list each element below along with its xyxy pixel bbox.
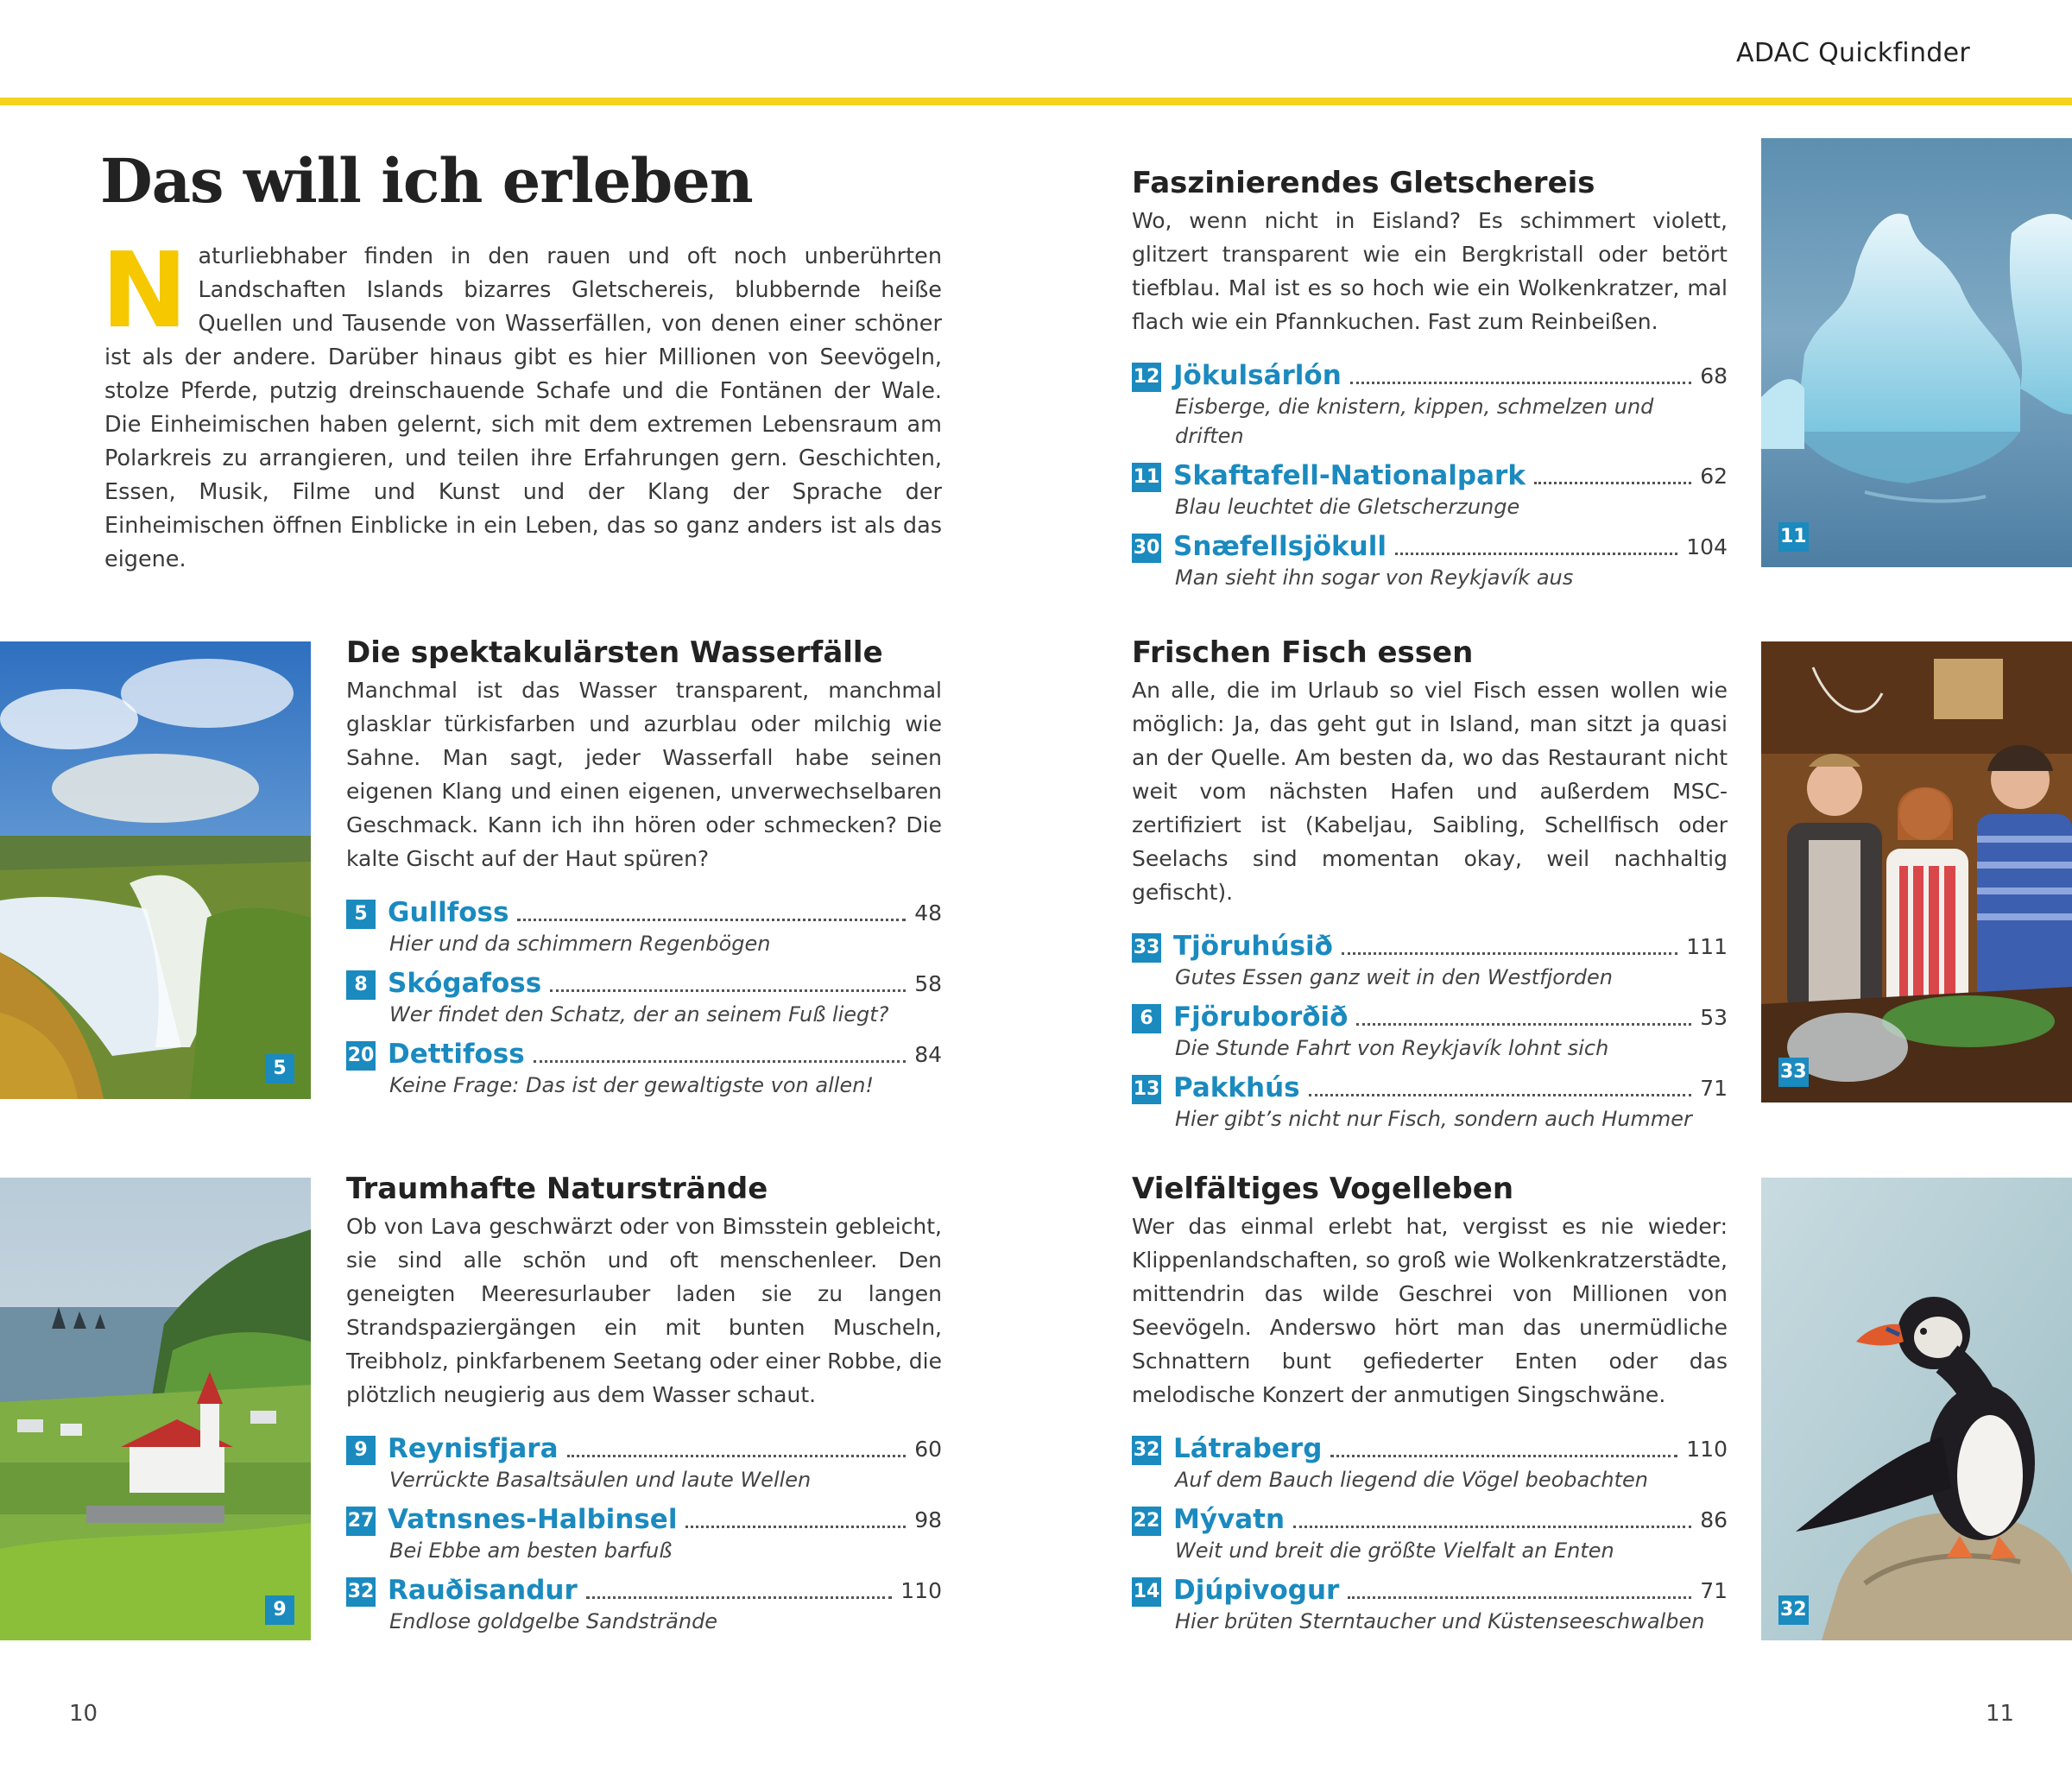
photo-badge: 5 (265, 1054, 294, 1084)
entry-desc: Hier gibt’s nicht nur Fisch, sondern auch Hummer (1175, 1107, 1692, 1131)
entry-desc: Weit und breit die größte Vielfalt an Enten (1175, 1538, 1614, 1563)
entry-link[interactable]: Vatnsnes-Halbinsel (388, 1504, 678, 1535)
section-straende (346, 1170, 942, 1643)
list-item[interactable] (346, 1572, 942, 1636)
entry-link[interactable]: Skógafoss (388, 968, 542, 999)
leader-dots (534, 1060, 906, 1063)
leader-dots (1348, 1596, 1691, 1599)
waterfall-photo (0, 641, 311, 1099)
leader-dots (685, 1526, 906, 1528)
entry-number: 9 (346, 1436, 376, 1465)
intro-paragraph (101, 231, 942, 577)
entry-number: 30 (1132, 534, 1161, 563)
entry-link[interactable]: Tjöruhúsið (1173, 931, 1333, 962)
entry-page: 110 (900, 1578, 942, 1603)
entry-link[interactable]: Fjöruborðið (1173, 1001, 1349, 1033)
entry-number: 8 (346, 970, 376, 1000)
intro-text: aturliebhaber finden in den rauen und oft noch unberührten Landschaften Islands bizarres Gletschereis, blubbernde heiße Quellen und Tausende von Wasserfällen, von denen einer schöner ist als der andere. Darüber hinaus gibt es hier Millionen von Seevögeln, stolze Pferde, putzig dreinschauende Schafe und die Fontänen der Wale. Die Einheimischen haben gelernt, sich mit dem extremen Lebensraum am Polarkreis zu arrangieren, und teilen ihre Erfahrungen gern. Geschichten, Essen, Musik, Filme und Kunst und der Klang der Sprache der Einheimischen öffnen Einblicke in ein Leben, das so ganz anders ist als das eigene. (104, 243, 942, 572)
photo-badge: 11 (1778, 522, 1809, 552)
entry-desc: Hier und da schimmern Regenbögen (389, 932, 771, 956)
entry-desc: Keine Frage: Das ist der gewaltigste von allen! (389, 1073, 875, 1097)
section-title: Frischen Fisch essen (1132, 635, 1474, 670)
entry-page: 110 (1686, 1437, 1728, 1462)
entry-number: 33 (1132, 933, 1161, 963)
leader-dots (1395, 553, 1677, 555)
leader-dots (567, 1455, 906, 1457)
photo-badge: 33 (1778, 1058, 1809, 1087)
entry-link[interactable]: Skaftafell-Nationalpark (1173, 460, 1526, 491)
leader-dots (1293, 1526, 1691, 1528)
list-item[interactable] (346, 965, 942, 1029)
section-text: Wo, wenn nicht in Eisland? Es schimmert violett, glitzert transparent wie ein Bergkristall oder betört tiefblau. Mal ist es so hoch wie ein Wolkenkratzer, mal flach wie ein Pfannkuchen. Fast zum Reinbeißen. (1132, 208, 1728, 334)
photo-badge: 32 (1778, 1595, 1809, 1625)
entry-page: 58 (914, 971, 942, 996)
entry-page: 68 (1700, 363, 1728, 389)
entry-link[interactable]: Látraberg (1173, 1433, 1323, 1464)
entry-number: 12 (1132, 363, 1161, 392)
entry-page: 71 (1700, 1578, 1728, 1603)
entry-link[interactable]: Dettifoss (388, 1039, 525, 1070)
list-item[interactable] (1132, 1572, 1728, 1636)
leader-dots (1356, 1023, 1691, 1026)
entry-page: 48 (914, 900, 942, 926)
leader-dots (517, 919, 906, 921)
entry-desc: Man sieht ihn sogar von Reykjavík aus (1175, 565, 1574, 590)
entry-page: 60 (914, 1437, 942, 1462)
list-item[interactable] (1132, 1070, 1728, 1134)
list-item[interactable] (346, 1431, 942, 1494)
entry-number: 6 (1132, 1004, 1161, 1033)
entry-desc: Blau leuchtet die Gletscherzunge (1175, 495, 1520, 519)
coastal-village-photo (0, 1178, 311, 1640)
entry-desc: Wer findet den Schatz, der an seinem Fuß liegt? (389, 1002, 889, 1027)
entry-number: 32 (346, 1577, 376, 1607)
entry-page: 98 (914, 1507, 942, 1532)
list-item[interactable] (1132, 1501, 1728, 1565)
list-item[interactable] (1132, 357, 1728, 451)
leader-dots (1309, 1094, 1692, 1096)
leader-dots (586, 1596, 893, 1599)
list-item[interactable] (346, 1501, 942, 1565)
entry-number: 20 (346, 1041, 376, 1071)
entry-page: 53 (1700, 1005, 1728, 1030)
section-vogelleben (1132, 1170, 1728, 1643)
entry-number: 14 (1132, 1577, 1161, 1607)
leader-dots (1342, 952, 1677, 955)
entry-desc: Eisberge, die knistern, kippen, schmelzen und driften (1175, 395, 1654, 448)
entry-link[interactable]: Mývatn (1173, 1504, 1286, 1535)
list-item[interactable] (346, 1036, 942, 1100)
entry-desc: Endlose goldgelbe Sandstrände (389, 1609, 718, 1633)
entry-desc: Die Stunde Fahrt von Reykjavík lohnt sich (1175, 1036, 1609, 1060)
section-text: Ob von Lava geschwärzt oder von Bimsstein gebleicht, sie sind alle schön und oft menschenleer. Den geneigten Meeresurlauber laden sie zu langen Strandspaziergängen ein mit bunten Muscheln, Treibholz, pinkfarbenem Seetang oder einer Robbe, die plötzlich neugierig aus dem Wasser schaut. (346, 1214, 942, 1407)
section-wasserfaelle (346, 634, 942, 1107)
list-item[interactable] (1132, 999, 1728, 1063)
list-item[interactable] (1132, 458, 1728, 521)
list-item[interactable] (1132, 528, 1728, 592)
entry-page: 104 (1686, 534, 1728, 559)
entry-desc: Bei Ebbe am besten barfuß (389, 1538, 673, 1563)
entry-desc: Verrückte Basaltsäulen und laute Wellen (389, 1468, 812, 1492)
section-title: Die spektakulärsten Wasserfälle (346, 635, 883, 670)
entry-page: 62 (1700, 464, 1728, 489)
page-number-right: 11 (1986, 1701, 2015, 1727)
entry-desc: Auf dem Bauch liegend die Vögel beobachten (1175, 1468, 1649, 1492)
restaurant-people-photo (1761, 641, 2072, 1102)
header-label: ADAC Quickfinder (1736, 38, 1970, 68)
puffin-photo (1761, 1178, 2072, 1640)
section-text: Manchmal ist das Wasser transparent, manchmal glasklar türkisfarben und azurblau oder milchig wie Sahne. Man sagt, jeder Wasserfall habe seinen eigenen Klang und einen eigenen, unverwechselbaren Geschmack. Kann ich ihn hören oder schmecken? Die kalte Gischt auf der Haut spüren? (346, 678, 942, 871)
entry-link[interactable]: Pakkhús (1173, 1072, 1300, 1103)
entry-link[interactable]: Jökulsárlón (1173, 360, 1342, 391)
entry-page: 84 (914, 1042, 942, 1067)
section-fisch (1132, 634, 1728, 1140)
leader-dots (550, 989, 906, 992)
header-rule (0, 98, 2072, 105)
section-title: Vielfältiges Vogelleben (1132, 1172, 1514, 1206)
photo-badge: 9 (265, 1595, 294, 1625)
entry-page: 71 (1700, 1076, 1728, 1101)
section-gletschereis (1132, 164, 1728, 599)
entry-link[interactable]: Djúpivogur (1173, 1575, 1340, 1606)
leader-dots (1534, 482, 1691, 484)
dropcap: N (101, 231, 188, 351)
entry-desc: Hier brüten Sterntaucher und Küstenseeschwalben (1175, 1609, 1705, 1633)
list-item[interactable] (1132, 1431, 1728, 1494)
entry-number: 22 (1132, 1507, 1161, 1536)
section-title: Traumhafte Naturstrände (346, 1172, 768, 1206)
entry-desc: Gutes Essen ganz weit in den Westfjorden (1175, 965, 1614, 989)
entry-link[interactable]: Gullfoss (388, 897, 509, 928)
entry-page: 111 (1686, 934, 1728, 959)
list-item[interactable] (1132, 928, 1728, 992)
page-number-left: 10 (69, 1701, 98, 1727)
entry-page: 86 (1700, 1507, 1728, 1532)
leader-dots (1330, 1455, 1677, 1457)
entry-number: 13 (1132, 1075, 1161, 1104)
list-item[interactable] (346, 894, 942, 958)
section-text: Wer das einmal erlebt hat, vergisst es nie wieder: Klippenlandschaften, so groß wie Wolkenkratzerstädte, mittendrin das wilde Geschrei von Millionen von Seevögeln. Anderswo hört man das unermüdliche Schnattern bunt gefiederter Enten oder das melodische Konzert der anmutigen Singschwäne. (1132, 1214, 1728, 1407)
section-text: An alle, die im Urlaub so viel Fisch essen wollen wie möglich: Ja, das geht gut in Island, man sitzt ja quasi an der Quelle. Am besten da, wo das Restaurant nicht weit vom nächsten Hafen und außerdem MSC-zertifiziert ist (Kabeljau, Saibling, Schellfisch oder Seelachs sind momentan okay, weil nachhaltig gefischt). (1132, 678, 1728, 905)
entry-number: 11 (1132, 463, 1161, 492)
entry-link[interactable]: Reynisfjara (388, 1433, 559, 1464)
entry-link[interactable]: Rauðisandur (388, 1575, 578, 1606)
entry-link[interactable]: Snæfellsjökull (1173, 531, 1387, 562)
glacier-ice-photo (1761, 138, 2072, 567)
page-title: Das will ich erleben (100, 145, 753, 217)
entry-number: 5 (346, 900, 376, 929)
entry-number: 27 (346, 1507, 376, 1536)
leader-dots (1350, 382, 1691, 384)
entry-number: 32 (1132, 1436, 1161, 1465)
section-title: Faszinierendes Gletschereis (1132, 166, 1595, 200)
